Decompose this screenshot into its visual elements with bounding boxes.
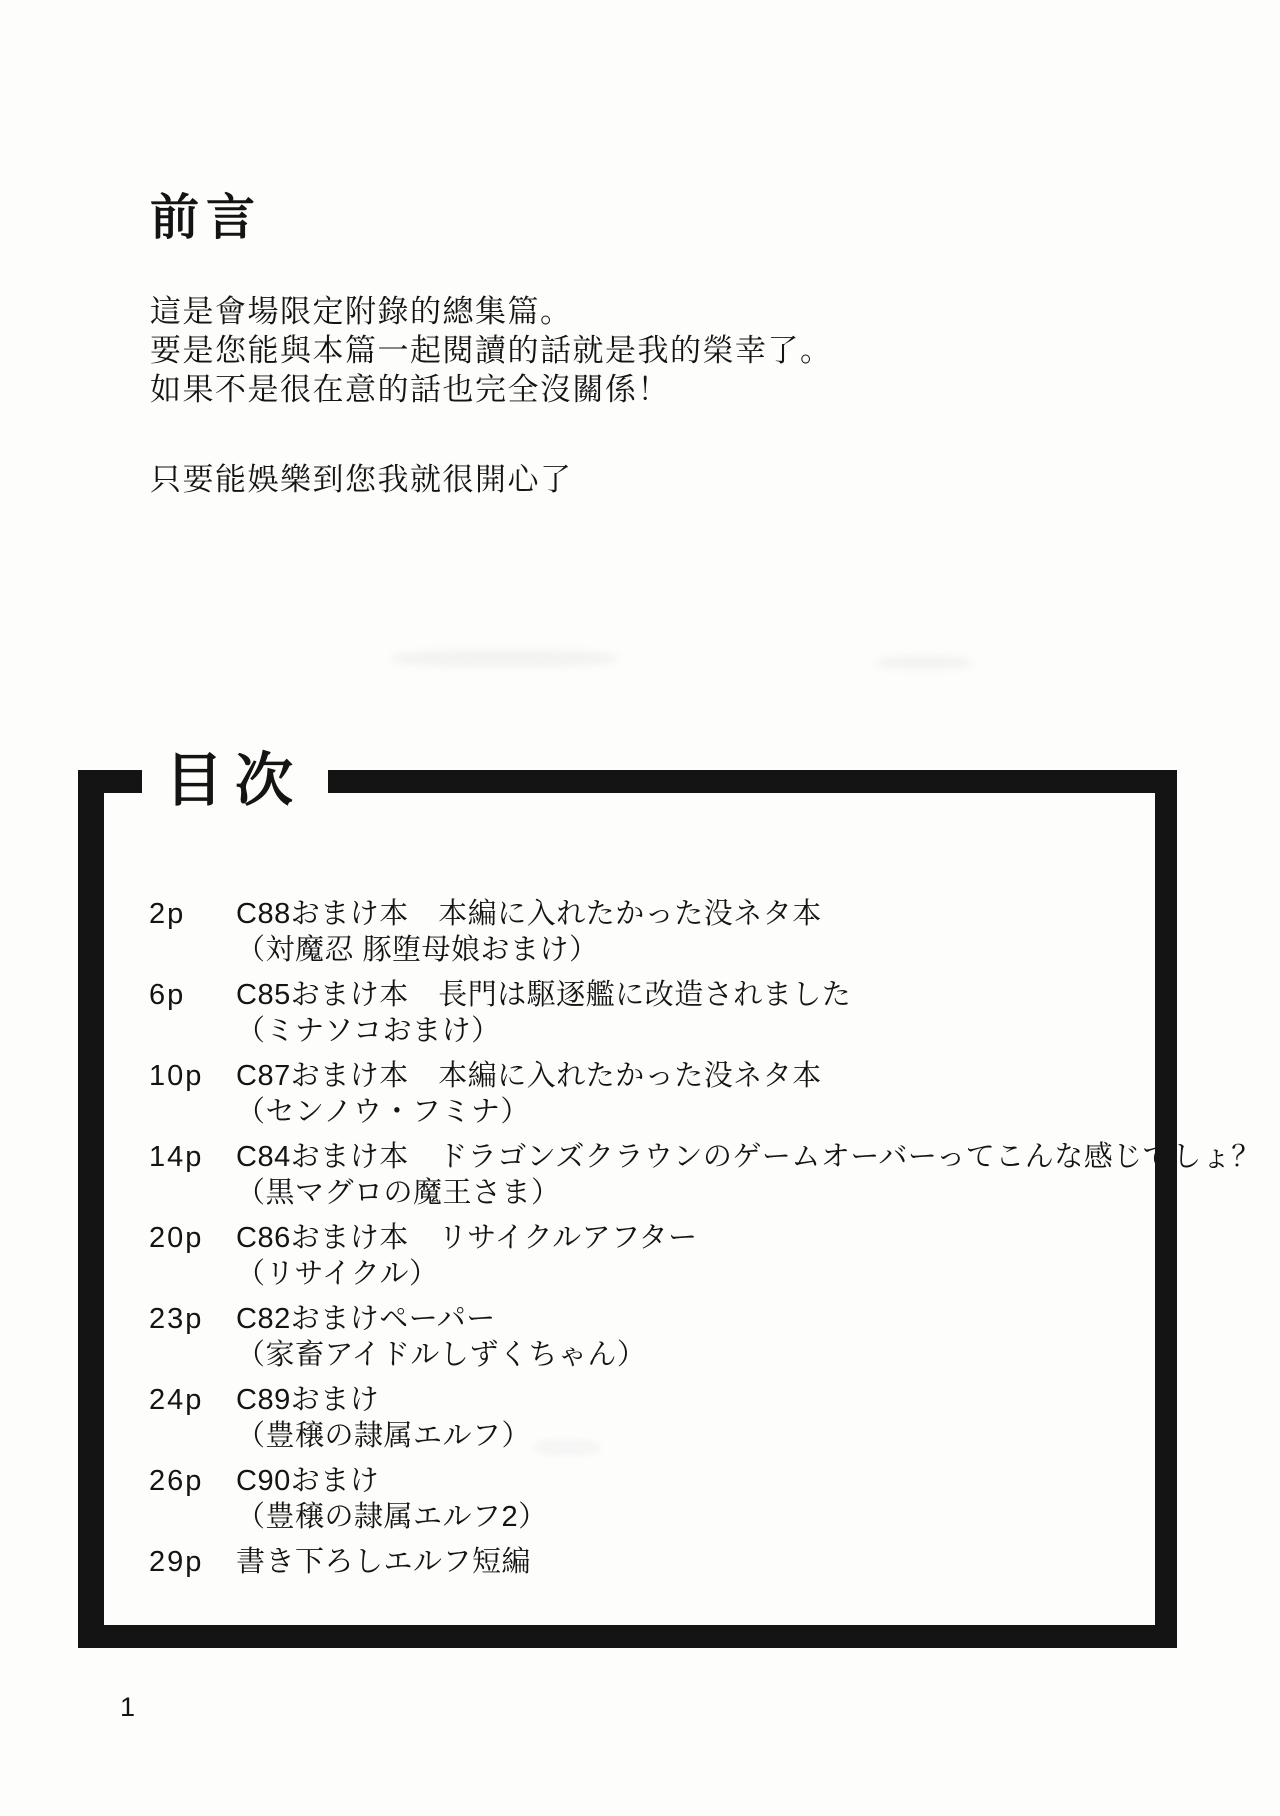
toc-entry-title: C85おまけ本 長門は駆逐艦に改造されました [236, 979, 852, 1011]
toc-entry-page: 2p [149, 898, 186, 930]
toc-entry-title: C88おまけ本 本編に入れたかった没ネタ本 [236, 898, 822, 930]
toc-entry-page: 20p [149, 1222, 204, 1254]
toc-entry-subtitle: （ミナソコおまけ） [236, 1015, 501, 1047]
toc-box [78, 748, 1261, 1648]
toc-entry [149, 1301, 1155, 1373]
preface-line: 要是您能與本篇一起閱讀的話就是我的榮幸了。 [150, 332, 833, 368]
toc-entry-page: 24p [149, 1384, 204, 1416]
toc-entry [149, 1544, 1155, 1580]
toc-entry-subtitle: （対魔忍 豚堕母娘おまけ） [236, 934, 599, 966]
toc-title: 目次 [142, 750, 328, 812]
toc-list [104, 793, 1261, 1580]
toc-entry-page: 23p [149, 1303, 204, 1335]
toc-entry [149, 1463, 1155, 1535]
scan-artifact [392, 650, 617, 667]
toc-entry-subtitle: （センノウ・フミナ） [236, 1096, 530, 1128]
preface-section [150, 192, 1110, 499]
preface-line: 這是會場限定附錄的總集篇。 [150, 293, 573, 329]
toc-entry-page: 29p [149, 1546, 204, 1578]
toc-entry-title: C84おまけ本 ドラゴンズクラウンのゲームオーバーってこんな感じでしょ？ [236, 1141, 1261, 1173]
toc-entry-page: 6p [149, 979, 186, 1011]
toc-entry [149, 1382, 1155, 1454]
toc-entry-subtitle: （豊穣の隷属エルフ） [236, 1420, 532, 1452]
scan-artifact [876, 656, 972, 669]
preface-closing: 只要能娛樂到您我就很開心了 [150, 461, 573, 497]
toc-entry-title: C89おまけ [236, 1384, 380, 1416]
toc-entry-subtitle: （リサイクル） [236, 1258, 439, 1290]
toc-entry-page: 10p [149, 1060, 204, 1092]
toc-entry-subtitle: （豊穣の隷属エルフ2） [236, 1501, 548, 1533]
toc-entry-title: 書き下ろしエルフ短編 [236, 1546, 532, 1578]
toc-entry [149, 896, 1155, 968]
toc-entry [149, 977, 1155, 1049]
page-number: 1 [120, 1692, 137, 1722]
toc-entry-title: C86おまけ本 リサイクルアフター [236, 1222, 698, 1254]
toc-entry-subtitle: （家畜アイドルしずくちゃん） [236, 1339, 647, 1371]
toc-entry-title: C90おまけ [236, 1465, 380, 1497]
toc-entry-page: 14p [149, 1141, 204, 1173]
preface-title: 前言 [150, 191, 263, 245]
toc-entry [149, 1139, 1261, 1211]
preface-body [150, 292, 1110, 409]
toc-entry [149, 1220, 1155, 1292]
toc-entry-title: C82おまけペーパー [236, 1303, 496, 1335]
toc-entry-subtitle: （黒マグロの魔王さま） [236, 1177, 561, 1209]
toc-entry [149, 1058, 1155, 1130]
preface-line: 如果不是很在意的話也完全沒關係！ [150, 371, 670, 407]
toc-entry-page: 26p [149, 1465, 204, 1497]
toc-entry-title: C87おまけ本 本編に入れたかった没ネタ本 [236, 1060, 822, 1092]
